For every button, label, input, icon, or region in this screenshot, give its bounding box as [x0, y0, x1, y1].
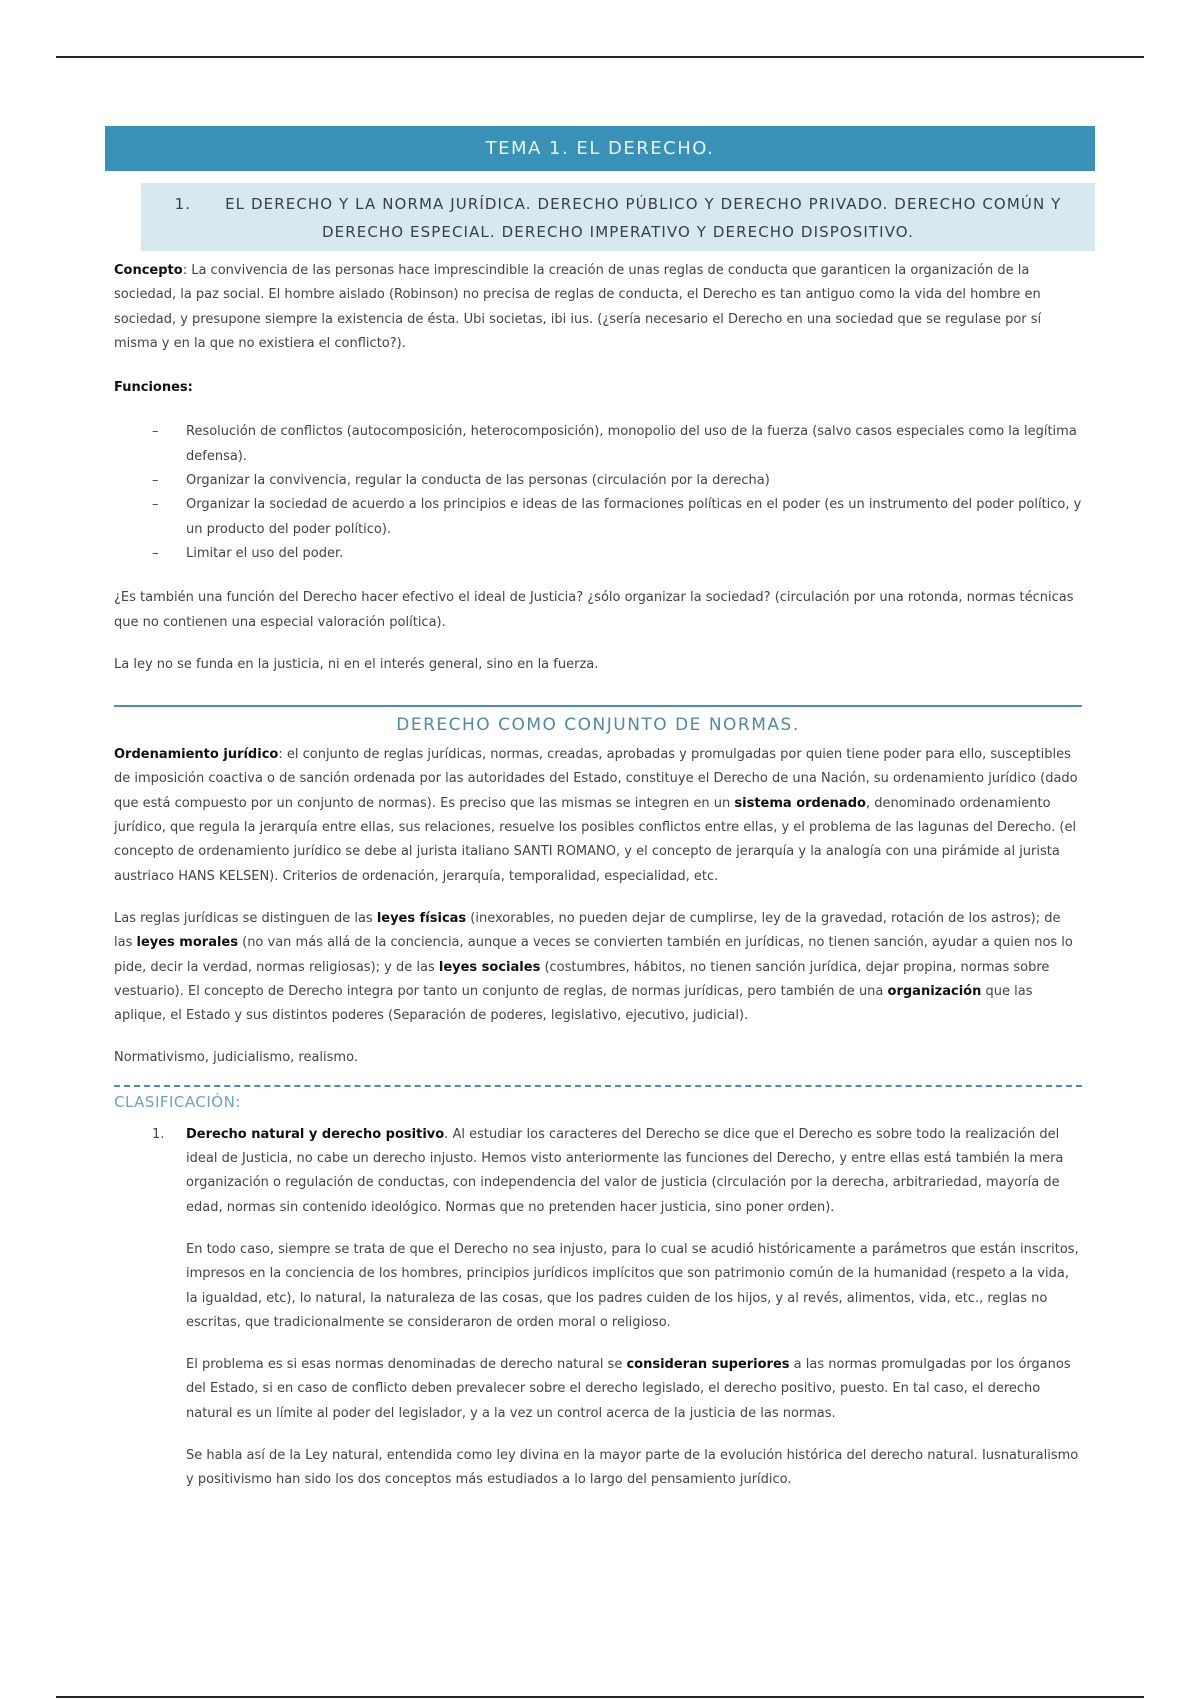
leyes-fisicas-term: leyes físicas	[376, 910, 467, 926]
list-item	[114, 420, 1082, 469]
top-rule	[56, 56, 1144, 58]
paragraph-text: El problema es si esas normas denominadas de derecho natural se	[186, 1357, 627, 1373]
concepto-label: Concepto	[114, 263, 183, 278]
list-item-text: Resolución de conflictos (autocomposición, heterocomposición), monopolio del uso de la fuerza (salvo casos especiales como la legítima defensa).	[186, 424, 1077, 464]
reglas-paragraph	[114, 907, 1082, 1028]
ordenamiento-text-cont: , denominado ordenamiento jurídico, que regula la jerarquía entre ellas, sus relaciones, resuelve los posibles conflictos entre ellas, y el problema de las lagunas del Derecho. (el concepto de ordenamiento jurídico se debe al jurista italiano SANTI ROMANO, y el concepto de jerarquía y la analogía con una pirámide al jurista austriaco HANS KELSEN). Criterios de ordenación, jerarquía, temporalidad, especialidad, etc.	[114, 795, 1077, 884]
funciones-label: Funciones:	[114, 380, 193, 396]
leyes-morales-term: leyes morales	[136, 935, 238, 951]
list-item-text: Organizar la convivencia, regular la conducta de las personas (circulación por la derecha)	[186, 473, 770, 489]
list-item-text: Organizar la sociedad de acuerdo a los principios e ideas de las formaciones políticas en el poder (es un instrumento del poder político, y un producto del poder político).	[186, 497, 1082, 537]
subtitle-line-1-text: EL DERECHO Y LA NORMA JURÍDICA. DERECHO PÚBLICO Y DERECHO PRIVADO. DERECHO COMÚN Y	[225, 195, 1062, 213]
section-subtitle	[141, 183, 1095, 251]
dash-bullet: –	[152, 473, 159, 489]
list-item	[114, 1123, 1082, 1220]
paragraph-text: a las normas promulgadas por los órganos del Estado, si en caso de conflicto deben prevalecer sobre el derecho legislado, el derecho positivo, puesto. En tal caso, el derecho natural es un límite al poder del legislador, y a la vez un control acerca de la justicia de las normas.	[186, 1357, 1071, 1421]
ordenamiento-label: Ordenamiento jurídico	[114, 747, 279, 763]
document-body	[114, 259, 1082, 1493]
concepto-paragraph	[114, 259, 1082, 356]
consideran-superiores-term: consideran superiores	[626, 1357, 790, 1373]
reglas-text: que las aplique, el Estado y sus distintos poderes (Separación de poderes, legislativo, ejecutivo, judicial).	[114, 983, 1033, 1024]
derecho-natural-term: Derecho natural y derecho positivo	[186, 1126, 445, 1142]
reglas-text: (costumbres, hábitos, no tienen sanción jurídica, dejar propina, normas sobre vestuario). El concepto de Derecho integra por tanto un conjunto de reglas, de normas jurídicas, pero también de una	[114, 959, 1050, 999]
subtitle-line-2: DERECHO ESPECIAL. DERECHO IMPERATIVO Y DERECHO DISPOSITIVO.	[322, 223, 914, 241]
reglas-text: (inexorables, no pueden dejar de cumplirse, ley de la gravedad, rotación de los astros); de las	[114, 910, 1061, 951]
list-item	[114, 469, 1082, 493]
subtitle-number: 1.	[174, 195, 192, 213]
clasificacion-paragraph-3	[114, 1353, 1082, 1426]
clasificacion-heading: CLASIFICACIÓN:	[114, 1085, 1082, 1115]
organizacion-term: organización	[887, 983, 982, 999]
fuerza-paragraph: La ley no se funda en la justicia, ni en el interés general, sino en la fuerza.	[114, 656, 599, 672]
dash-bullet: –	[152, 424, 159, 440]
clasificacion-paragraph-2: En todo caso, siempre se trata de que el Derecho no sea injusto, para lo cual se acudió históricamente a parámetros que están inscritos, impresos en la conciencia de los hombres, principios jurídicos implícitos que son patrimonio común de la humanidad (respeto a la vida, la igualdad, etc), lo natural, la naturaleza de las cosas, que los padres cuiden de los hijos, y al revés, alimentos, vida, etc., reglas no escritas, que tradicionalmente se consideraron de orden moral o religioso.	[186, 1241, 1079, 1330]
normativismo-paragraph: Normativismo, judicialismo, realismo.	[114, 1050, 358, 1066]
concepto-text: : La convivencia de las personas hace imprescindible la creación de unas reglas de conducta que garanticen la organización de la sociedad, la paz social. El hombre aislado (Robinson) no precisa de reglas de conducta, el Derecho es tan antiguo como la vida del hombre en sociedad, y presupone siempre la existencia de ésta. Ubi societas, ibi ius. (¿sería necesario el Derecho en una sociedad que se regulase por sí misma y en la que no existiera el conflicto?).	[114, 263, 1042, 351]
section-heading-normas: DERECHO COMO CONJUNTO DE NORMAS.	[114, 705, 1082, 739]
justicia-paragraph: ¿Es también una función del Derecho hacer efectivo el ideal de Justicia? ¿sólo organizar la sociedad? (circulación por una rotonda, normas técnicas que no contienen una especial valoración política).	[114, 590, 1074, 630]
sistema-ordenado-term: sistema ordenado	[734, 795, 866, 811]
reglas-text: Las reglas jurídicas se distinguen de las	[114, 910, 377, 926]
list-item-text: . Al estudiar los caracteres del Derecho se dice que el Derecho es sobre todo la realización del ideal de Justicia, no cabe un derecho injusto. Hemos visto anteriormente las funciones del Derecho, y entre ellas está también la mera organización o regulación de conductas, con independencia del valor de justicia (circulación por la derecha, arbitrariedad, mayoría de edad, normas sin contenido ideológico. Normas que no pretenden hacer justicia, sino poner orden).	[186, 1126, 1064, 1215]
page-title-text: TEMA 1. EL DERECHO.	[485, 138, 715, 159]
page-title	[105, 126, 1095, 171]
clasificacion-paragraph-4: Se habla así de la Ley natural, entendida como ley divina en la mayor parte de la evolución histórica del derecho natural. Iusnaturalismo y positivismo han sido los dos conceptos más estudiados a lo largo del pensamiento jurídico.	[186, 1447, 1079, 1488]
bottom-rule	[56, 1696, 1144, 1698]
dash-bullet: –	[152, 545, 159, 561]
dash-bullet: –	[152, 497, 159, 513]
list-item-text: Limitar el uso del poder.	[186, 545, 344, 561]
ordenamiento-paragraph	[114, 743, 1082, 889]
list-number: 1.	[152, 1126, 165, 1142]
funciones-heading	[114, 376, 1082, 400]
funciones-list	[114, 420, 1082, 566]
list-item	[114, 542, 1082, 566]
clasificacion-list	[114, 1123, 1082, 1220]
reglas-text: (no van más allá de la conciencia, aunque a veces se convierten también en jurídicas, no tienen sanción, ayudar a quien nos lo pide, decir la verdad, normas religiosas); y de las	[114, 935, 1073, 975]
subtitle-line-1	[141, 190, 1095, 218]
list-item	[114, 493, 1082, 542]
leyes-sociales-term: leyes sociales	[438, 959, 541, 975]
ordenamiento-text: : el conjunto de reglas jurídicas, normas, creadas, aprobadas y promulgadas por quien tiene poder para ello, susceptibles de imposición coactiva o de sanción ordenada por las autoridades del Estado, constituye el Derecho de una Nación, su ordenamiento jurídico (dado que está compuesto por un conjunto de normas). Es preciso que las mismas se integren en un	[114, 747, 1078, 811]
